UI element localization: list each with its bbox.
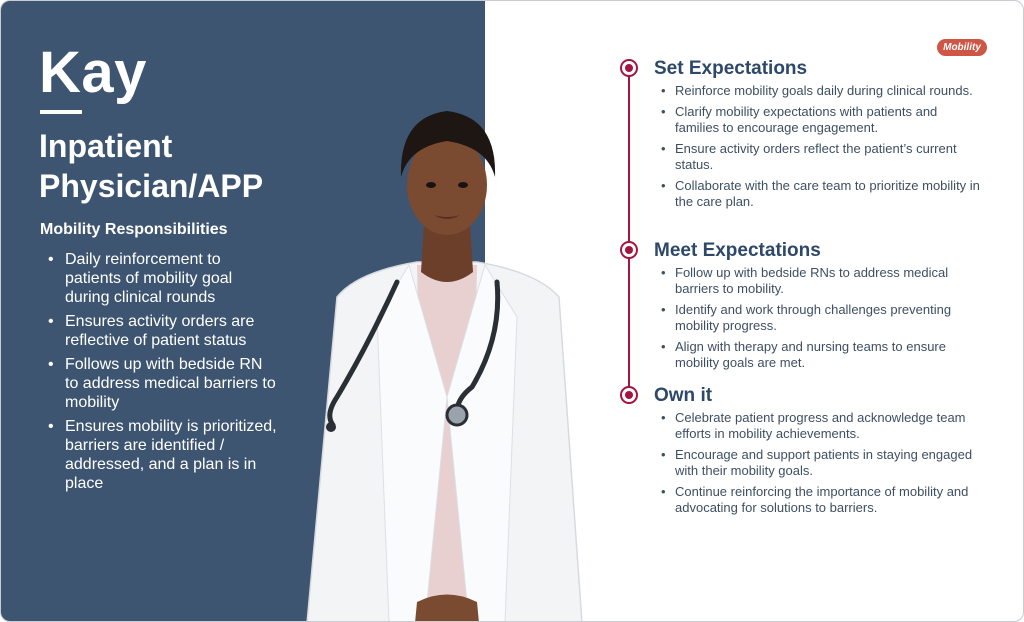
mobility-badge: Mobility <box>937 39 987 56</box>
timeline-node-own-it <box>620 386 638 404</box>
section-title-set-expectations: Set Expectations <box>654 58 808 79</box>
responsibility-item: • Follows up with bedside RN to address medical barriers to mobility <box>47 355 279 412</box>
list-item: • Ensure activity orders reflect the patient’s current status. <box>661 141 981 173</box>
list-item: • Reinforce mobility goals daily during clinical rounds. <box>661 83 981 99</box>
persona-role: Inpatient Physician/APP <box>39 128 264 204</box>
timeline-line <box>628 68 630 396</box>
name-underline <box>40 110 82 114</box>
list-item: • Identify and work through challenges preventing mobility progress. <box>661 302 981 334</box>
responsibility-item: • Daily reinforcement to patients of mobility goal during clinical rounds <box>47 250 279 307</box>
own-it-list <box>661 410 981 521</box>
list-item: • Celebrate patient progress and acknowledge team efforts in mobility achievements. <box>661 410 981 442</box>
physician-portrait-icon <box>297 97 597 622</box>
responsibility-item: • Ensures mobility is prioritized, barriers are identified / addressed, and a plan is in place <box>47 417 279 493</box>
responsibilities-heading: Mobility Responsibilities <box>40 221 228 238</box>
list-item: • Collaborate with the care team to prioritize mobility in the care plan. <box>661 178 981 210</box>
list-item: • Align with therapy and nursing teams to ensure mobility goals are met. <box>661 339 981 371</box>
list-item: • Encourage and support patients in staying engaged with their mobility goals. <box>661 447 981 479</box>
persona-name: Kay <box>39 40 147 105</box>
timeline-node-meet-expectations <box>620 241 638 259</box>
list-item: • Continue reinforcing the importance of mobility and advocating for solutions to barriers. <box>661 484 981 516</box>
timeline-node-set-expectations <box>620 59 638 77</box>
section-title-own-it: Own it <box>654 385 713 406</box>
section-title-meet-expectations: Meet Expectations <box>654 240 821 261</box>
list-item: • Follow up with bedside RNs to address medical barriers to mobility. <box>661 265 981 297</box>
list-item: • Clarify mobility expectations with patients and families to encourage engagement. <box>661 104 981 136</box>
responsibilities-list <box>47 250 279 498</box>
responsibility-item: • Ensures activity orders are reflective of patient status <box>47 312 279 350</box>
meet-expectations-list <box>661 265 981 376</box>
set-expectations-list <box>661 83 981 215</box>
